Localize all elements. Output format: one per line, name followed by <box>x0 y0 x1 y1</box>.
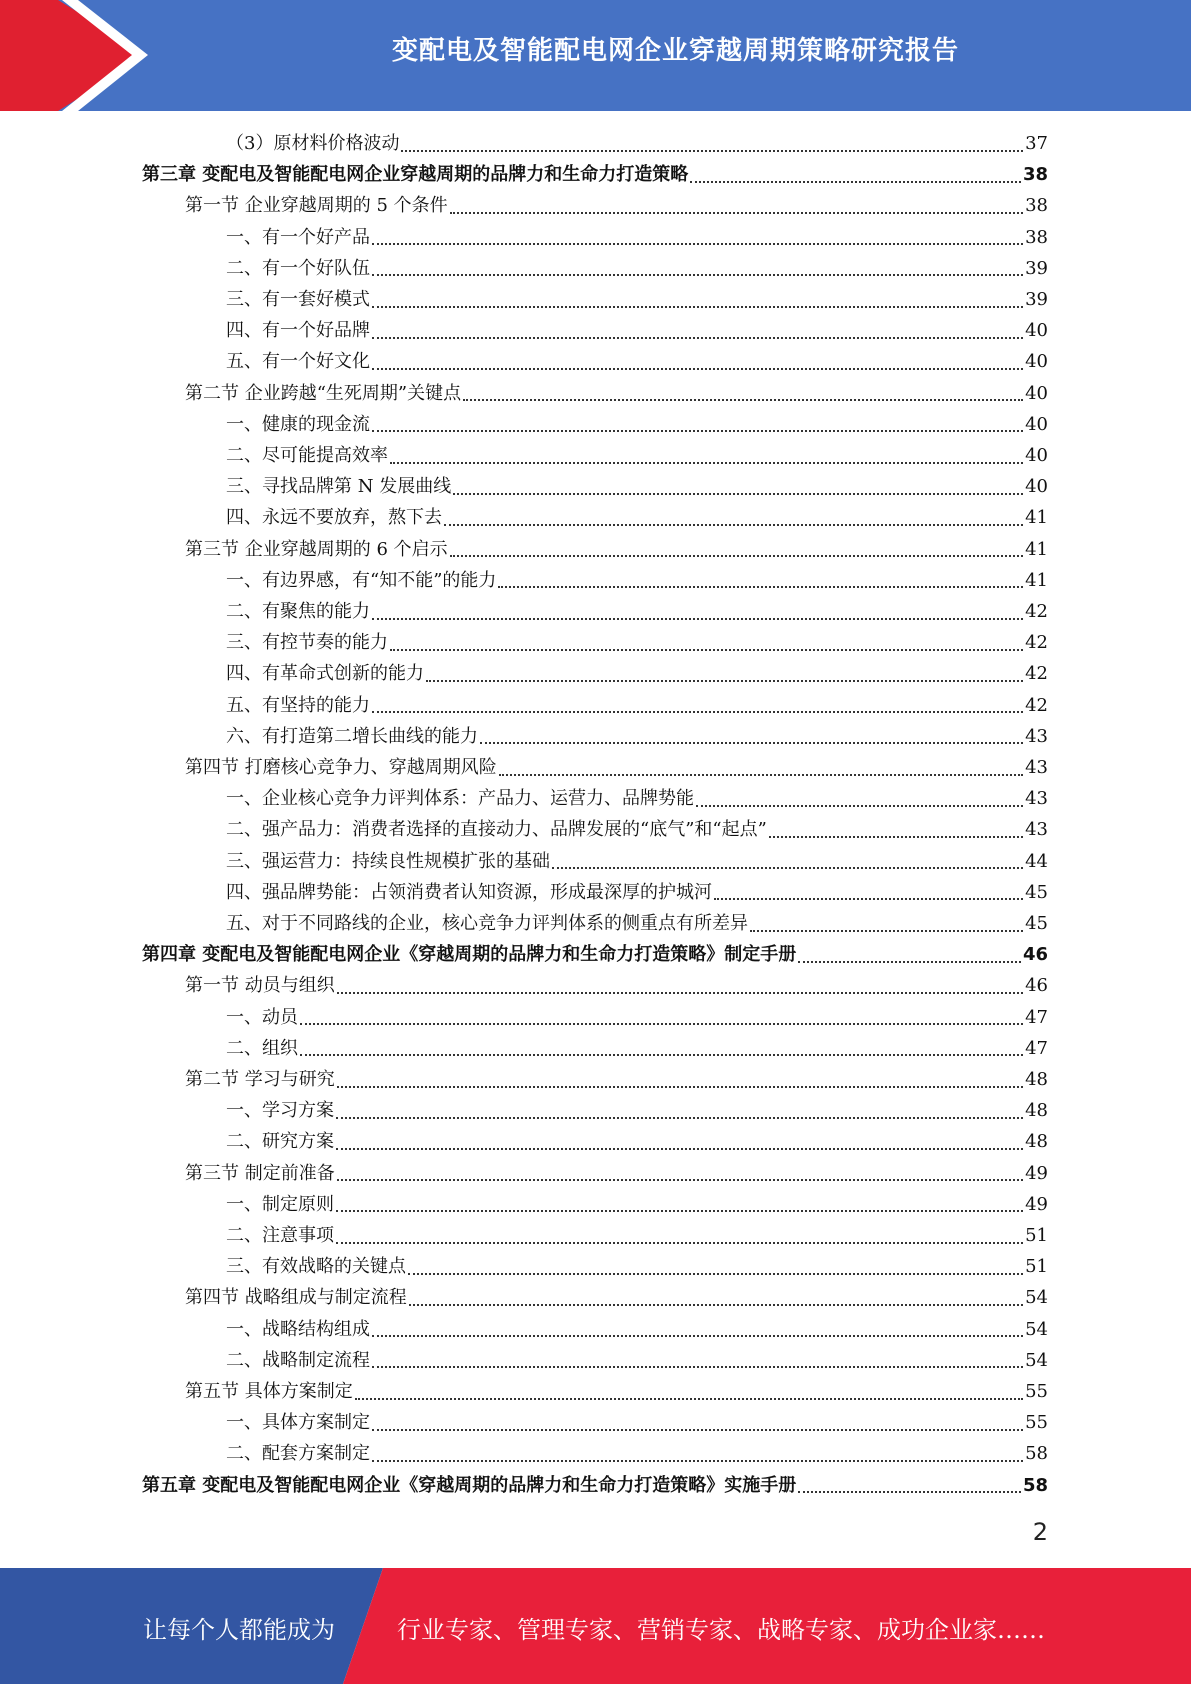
toc-chapter[interactable] <box>142 939 1048 970</box>
toc-entry-page: 49 <box>1025 1193 1048 1215</box>
toc-dot-leader <box>390 462 1023 464</box>
toc-entry-title: 第五章 变配电及智能配电网企业《穿越周期的品牌力和生命力打造策略》实施手册 <box>142 1474 797 1496</box>
toc-dot-leader <box>372 1335 1023 1337</box>
toc-entry-page: 41 <box>1025 569 1048 591</box>
toc-entry-page: 45 <box>1025 913 1048 934</box>
toc-dot-leader <box>372 618 1023 620</box>
toc-dot-leader <box>337 1179 1023 1181</box>
toc-entry-page: 51 <box>1025 1225 1048 1246</box>
toc-entry-page: 43 <box>1025 725 1048 747</box>
toc-entry-page: 51 <box>1025 1256 1048 1278</box>
toc-dot-leader <box>408 1273 1023 1275</box>
toc-item[interactable] <box>226 721 1048 752</box>
page-number: 2 <box>1032 1518 1048 1546</box>
toc-entry-page: 58 <box>1022 1474 1048 1496</box>
toc-entry-title: 三、强运营力：持续良性规模扩张的基础 <box>226 850 550 872</box>
toc-entry-title: 二、尽可能提高效率 <box>226 445 388 466</box>
toc-dot-leader <box>696 805 1023 807</box>
toc-entry-title: 四、有革命式创新的能力 <box>226 663 424 685</box>
toc-entry-title: 二、研究方案 <box>226 1131 334 1153</box>
toc-entry-title: 第四节 打磨核心竞争力、穿越周期风险 <box>185 757 497 778</box>
toc-entry-page: 40 <box>1025 382 1048 404</box>
toc-entry-page: 43 <box>1025 788 1048 810</box>
toc-entry-title: （3）原材料价格波动 <box>226 133 400 154</box>
toc-entry-page: 43 <box>1025 757 1048 778</box>
toc-dot-leader <box>372 337 1023 339</box>
toc-entry-page: 42 <box>1025 694 1048 716</box>
toc-entry-title: 三、有控节奏的能力 <box>226 632 388 654</box>
toc-dot-leader <box>336 1242 1023 1244</box>
toc-entry-title: 五、有坚持的能力 <box>226 694 370 716</box>
toc-entry-page: 44 <box>1025 850 1048 872</box>
toc-section[interactable] <box>185 190 1048 221</box>
toc-dot-leader <box>390 649 1023 651</box>
toc-item[interactable] <box>226 1126 1048 1157</box>
toc-chapter[interactable] <box>142 1470 1048 1501</box>
toc-entry-title: 第三节 企业穿越周期的 6 个启示 <box>185 538 448 560</box>
toc-entry-page: 39 <box>1025 289 1048 310</box>
toc-dot-leader <box>498 586 1023 588</box>
toc-entry-title: 一、制定原则 <box>226 1193 334 1215</box>
toc-item[interactable] <box>226 1033 1048 1064</box>
toc-item[interactable] <box>226 565 1048 596</box>
toc-item[interactable] <box>226 315 1048 346</box>
toc-item[interactable] <box>226 1189 1048 1220</box>
toc-entry-title: 第三节 制定前准备 <box>185 1162 335 1184</box>
toc-section[interactable] <box>185 752 1048 783</box>
toc-chapter[interactable] <box>142 159 1048 190</box>
toc-item[interactable] <box>226 877 1048 908</box>
toc-dot-leader <box>372 243 1023 245</box>
toc-dot-leader <box>552 867 1023 869</box>
toc-dot-leader <box>798 1491 1021 1493</box>
toc-dot-leader <box>336 1117 1023 1119</box>
toc-dot-leader <box>337 1086 1023 1088</box>
toc-section[interactable] <box>185 1282 1048 1313</box>
toc-item[interactable] <box>226 1220 1048 1251</box>
toc-item[interactable] <box>226 1345 1048 1376</box>
toc-entry-title: 一、健康的现金流 <box>226 413 370 435</box>
toc-item[interactable] <box>226 846 1048 877</box>
footer-slogan: 让每个人都能成为 <box>143 1616 335 1644</box>
toc-entry-page: 55 <box>1025 1412 1048 1434</box>
toc-item[interactable] <box>226 690 1048 721</box>
toc-entry-title: 二、有一个好队伍 <box>226 257 370 279</box>
toc-item[interactable] <box>226 253 1048 284</box>
toc-dot-leader <box>336 1210 1023 1212</box>
toc-entry-page: 54 <box>1025 1318 1048 1340</box>
toc-item[interactable] <box>226 128 1048 159</box>
toc-entry-title: 第一节 企业穿越周期的 5 个条件 <box>185 195 448 217</box>
toc-dot-leader <box>769 836 1023 838</box>
toc-entry-title: 第四节 战略组成与制定流程 <box>185 1287 407 1309</box>
toc-section[interactable] <box>185 1376 1048 1407</box>
toc-entry-page: 46 <box>1022 944 1048 966</box>
toc-entry-page: 40 <box>1025 445 1048 466</box>
toc-item[interactable] <box>226 783 1048 814</box>
toc-entry-page: 48 <box>1025 1069 1048 1090</box>
toc-entry-page: 38 <box>1025 195 1048 217</box>
toc-dot-leader <box>450 555 1023 557</box>
toc-entry-page: 40 <box>1025 476 1048 498</box>
toc-entry-title: 一、战略结构组成 <box>226 1318 370 1340</box>
toc-entry-title: 一、企业核心竞争力评判体系：产品力、运营力、品牌势能 <box>226 788 694 810</box>
toc-item[interactable] <box>226 502 1048 533</box>
toc-dot-leader <box>300 1054 1023 1056</box>
toc-entry-title: 第四章 变配电及智能配电网企业《穿越周期的品牌力和生命力打造策略》制定手册 <box>142 944 797 966</box>
toc-item[interactable] <box>226 471 1048 502</box>
toc-dot-leader <box>453 493 1023 495</box>
toc-dot-leader <box>444 524 1023 526</box>
toc-entry-title: 一、学习方案 <box>226 1100 334 1122</box>
toc-entry-title: 二、强产品力：消费者选择的直接动力、品牌发展的“底气”和“起点” <box>226 819 767 841</box>
toc-dot-leader <box>750 930 1023 932</box>
toc-dot-leader <box>714 898 1023 900</box>
toc-dot-leader <box>336 1148 1023 1150</box>
toc-entry-title: 第一节 动员与组织 <box>185 975 335 997</box>
toc-item[interactable] <box>226 1251 1048 1282</box>
footer-expert-list: 行业专家、管理专家、营销专家、战略专家、成功企业家…… <box>397 1616 1045 1644</box>
toc-item[interactable] <box>226 346 1048 377</box>
toc-item[interactable] <box>226 596 1048 627</box>
toc-entry-title: 三、有一套好模式 <box>226 289 370 310</box>
toc-entry-page: 40 <box>1025 351 1048 373</box>
toc-entry-page: 58 <box>1025 1443 1048 1465</box>
toc-entry-title: 二、配套方案制定 <box>226 1443 370 1465</box>
toc-entry-page: 42 <box>1025 663 1048 685</box>
toc-entry-title: 五、对于不同路线的企业，核心竞争力评判体系的侧重点有所差异 <box>226 913 748 934</box>
toc-entry-title: 第二节 学习与研究 <box>185 1069 335 1090</box>
toc-entry-page: 38 <box>1022 164 1048 186</box>
toc-entry-title: 五、有一个好文化 <box>226 351 370 373</box>
toc-entry-page: 38 <box>1025 226 1048 248</box>
toc-dot-leader <box>372 1460 1023 1462</box>
toc-entry-page: 48 <box>1025 1100 1048 1122</box>
toc-item[interactable] <box>226 658 1048 689</box>
toc-item[interactable] <box>226 409 1048 440</box>
header-title: 变配电及智能配电网企业穿越周期策略研究报告 <box>391 36 959 66</box>
toc-entry-title: 第三章 变配电及智能配电网企业穿越周期的品牌力和生命力打造策略 <box>142 164 689 186</box>
toc-entry-title: 二、注意事项 <box>226 1225 334 1246</box>
toc-entry-title: 六、有打造第二增长曲线的能力 <box>226 725 478 747</box>
toc-entry-page: 47 <box>1025 1037 1048 1059</box>
toc-entry-page: 42 <box>1025 601 1048 622</box>
toc-item[interactable] <box>226 1095 1048 1126</box>
toc-section[interactable] <box>185 1064 1048 1095</box>
toc-entry-page: 41 <box>1025 507 1048 529</box>
toc-item[interactable] <box>226 1002 1048 1033</box>
toc-entry-page: 46 <box>1025 975 1048 997</box>
toc-dot-leader <box>372 1429 1023 1431</box>
toc-entry-page: 39 <box>1025 257 1048 279</box>
toc-entry-page: 49 <box>1025 1162 1048 1184</box>
toc-dot-leader <box>480 742 1023 744</box>
toc-entry-title: 一、具体方案制定 <box>226 1412 370 1434</box>
toc-entry-page: 43 <box>1025 819 1048 841</box>
page-footer <box>0 1568 1191 1684</box>
toc-entry-title: 第二节 企业跨越“生死周期”关键点 <box>185 382 462 404</box>
toc-dot-leader <box>463 399 1023 401</box>
toc-entry-page: 55 <box>1025 1381 1048 1402</box>
toc-entry-title: 四、强品牌势能：占领消费者认知资源，形成最深厚的护城河 <box>226 881 712 903</box>
toc-entry-page: 40 <box>1025 413 1048 435</box>
toc-entry-page: 54 <box>1025 1287 1048 1309</box>
toc-entry-page: 54 <box>1025 1349 1048 1371</box>
toc-dot-leader <box>337 992 1023 994</box>
toc-section[interactable] <box>185 970 1048 1001</box>
toc-item[interactable] <box>226 284 1048 315</box>
toc-entry-page: 48 <box>1025 1131 1048 1153</box>
page-header <box>0 0 1191 111</box>
toc-dot-leader <box>690 181 1021 183</box>
toc-entry-title: 一、有边界感，有“知不能”的能力 <box>226 569 497 591</box>
toc-section[interactable] <box>185 1158 1048 1189</box>
toc-entry-title: 一、动员 <box>226 1006 298 1028</box>
toc-entry-title: 第五节 具体方案制定 <box>185 1381 353 1402</box>
toc-dot-leader <box>300 1023 1023 1025</box>
toc-dot-leader <box>499 774 1023 776</box>
toc-dot-leader <box>372 368 1023 370</box>
toc-section[interactable] <box>185 534 1048 565</box>
toc-dot-leader <box>798 961 1021 963</box>
toc-entry-page: 37 <box>1025 133 1048 154</box>
toc-entry-title: 二、战略制定流程 <box>226 1349 370 1371</box>
toc-entry-page: 47 <box>1025 1006 1048 1028</box>
toc-entry-title: 二、有聚焦的能力 <box>226 601 370 622</box>
toc-dot-leader <box>372 306 1023 308</box>
toc-entry-title: 四、有一个好品牌 <box>226 320 370 342</box>
toc-entry-title: 三、有效战略的关键点 <box>226 1256 406 1278</box>
toc-dot-leader <box>372 274 1023 276</box>
toc-entry-page: 42 <box>1025 632 1048 654</box>
toc-entry-page: 41 <box>1025 538 1048 560</box>
toc-item[interactable] <box>226 1438 1048 1469</box>
toc-entry-title: 二、组织 <box>226 1037 298 1059</box>
toc-dot-leader <box>426 680 1023 682</box>
toc-dot-leader <box>372 711 1023 713</box>
toc-item[interactable] <box>226 627 1048 658</box>
toc-dot-leader <box>401 150 1023 152</box>
toc-dot-leader <box>355 1398 1023 1400</box>
toc-item[interactable] <box>226 440 1048 471</box>
toc-dot-leader <box>372 430 1023 432</box>
toc-item[interactable] <box>226 814 1048 845</box>
toc-dot-leader <box>409 1304 1023 1306</box>
toc-item[interactable] <box>226 1407 1048 1438</box>
toc-entry-title: 四、永远不要放弃，熬下去 <box>226 507 442 529</box>
toc-entry-page: 40 <box>1025 320 1048 342</box>
toc-dot-leader <box>372 1366 1023 1368</box>
toc-item[interactable] <box>226 1314 1048 1345</box>
toc-entry-page: 45 <box>1025 881 1048 903</box>
toc-section[interactable] <box>185 378 1048 409</box>
toc-entry-title: 三、寻找品牌第 N 发展曲线 <box>226 476 452 498</box>
toc-item[interactable] <box>226 222 1048 253</box>
toc-dot-leader <box>450 212 1023 214</box>
toc-entry-title: 一、有一个好产品 <box>226 226 370 248</box>
toc-item[interactable] <box>226 908 1048 939</box>
